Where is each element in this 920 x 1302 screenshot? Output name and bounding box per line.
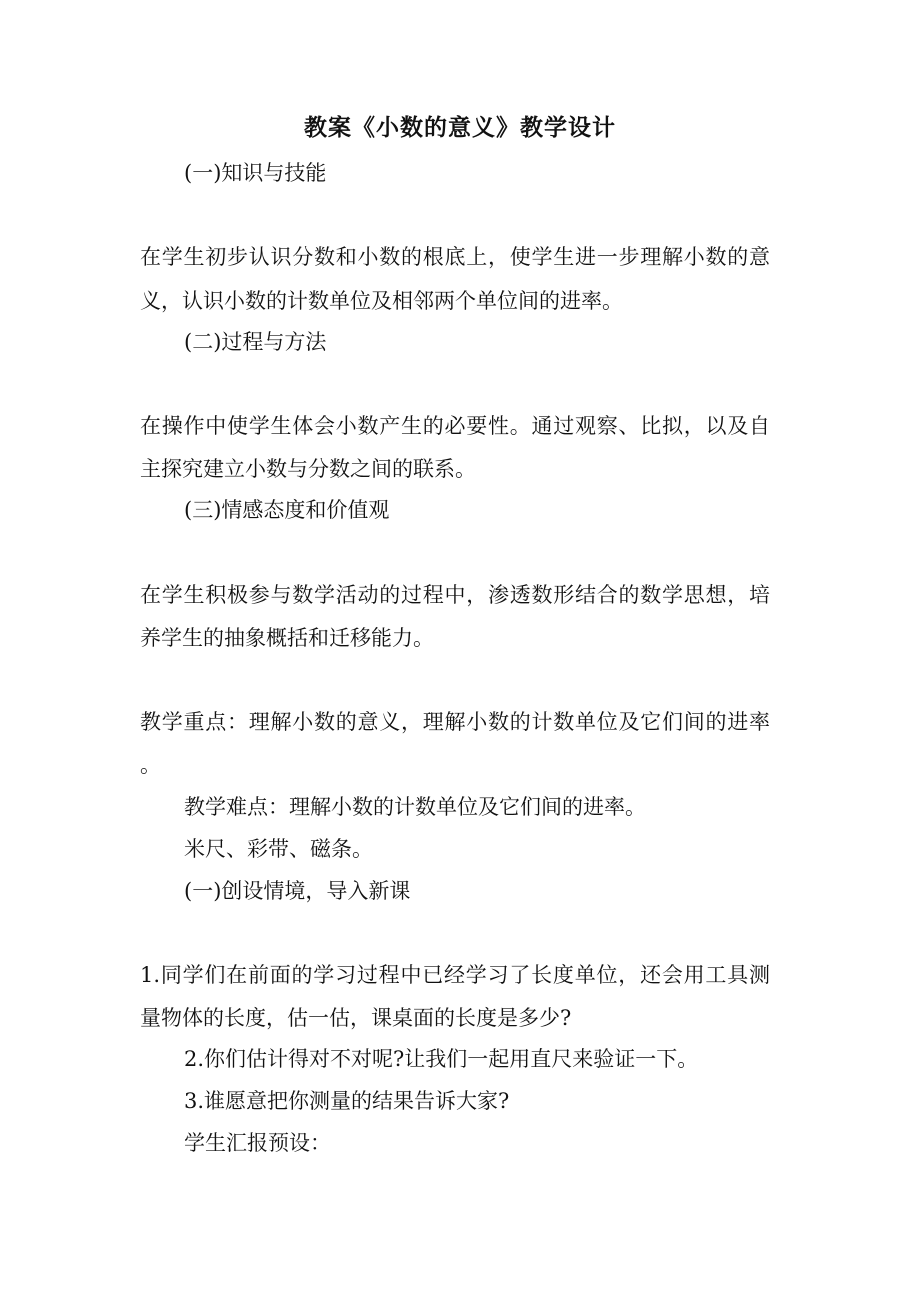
paragraph-line: 学生汇报预设：: [184, 1131, 331, 1155]
teaching-difficulty: 教学难点：理解小数的计数单位及它们间的进率。: [184, 795, 646, 819]
paragraph-line: 在操作中使学生体会小数产生的必要性。通过观察、比拟，以及自: [140, 414, 770, 438]
paragraph-line: 量物体的长度，估一估，课桌面的长度是多少?: [140, 1006, 572, 1030]
paragraph-line: 在学生初步认识分数和小数的根底上，使学生进一步理解小数的意: [140, 245, 770, 269]
paragraph-line: 1.同学们在前面的学习过程中已经学习了长度单位，还会用工具测: [140, 963, 770, 987]
paragraph-line: 义，认识小数的计数单位及相邻两个单位间的进率。: [140, 289, 623, 313]
section-heading-emotion: (三)情感态度和价值观: [184, 498, 390, 522]
teaching-focus-end: 。: [140, 753, 161, 777]
paragraph-line: 2.你们估计得对不对呢?让我们一起用直尺来验证一下。: [184, 1047, 699, 1071]
section-heading-knowledge: (一)知识与技能: [184, 161, 327, 185]
paragraph-line: 3.谁愿意把你测量的结果告诉大家?: [184, 1089, 510, 1113]
section-heading-intro: (一)创设情境，导入新课: [184, 879, 411, 903]
section-heading-process: (二)过程与方法: [184, 330, 327, 354]
paragraph-line: 主探究建立小数与分数之间的联系。: [140, 457, 476, 481]
teaching-focus: 教学重点：理解小数的意义，理解小数的计数单位及它们间的进率: [140, 710, 770, 734]
paragraph-line: 养学生的抽象概括和迁移能力。: [140, 626, 434, 650]
document-title: 教案《小数的意义》教学设计: [304, 114, 616, 141]
teaching-materials: 米尺、彩带、磁条。: [184, 837, 373, 861]
paragraph-line: 在学生积极参与数学活动的过程中，渗透数形结合的数学思想，培: [140, 583, 770, 607]
